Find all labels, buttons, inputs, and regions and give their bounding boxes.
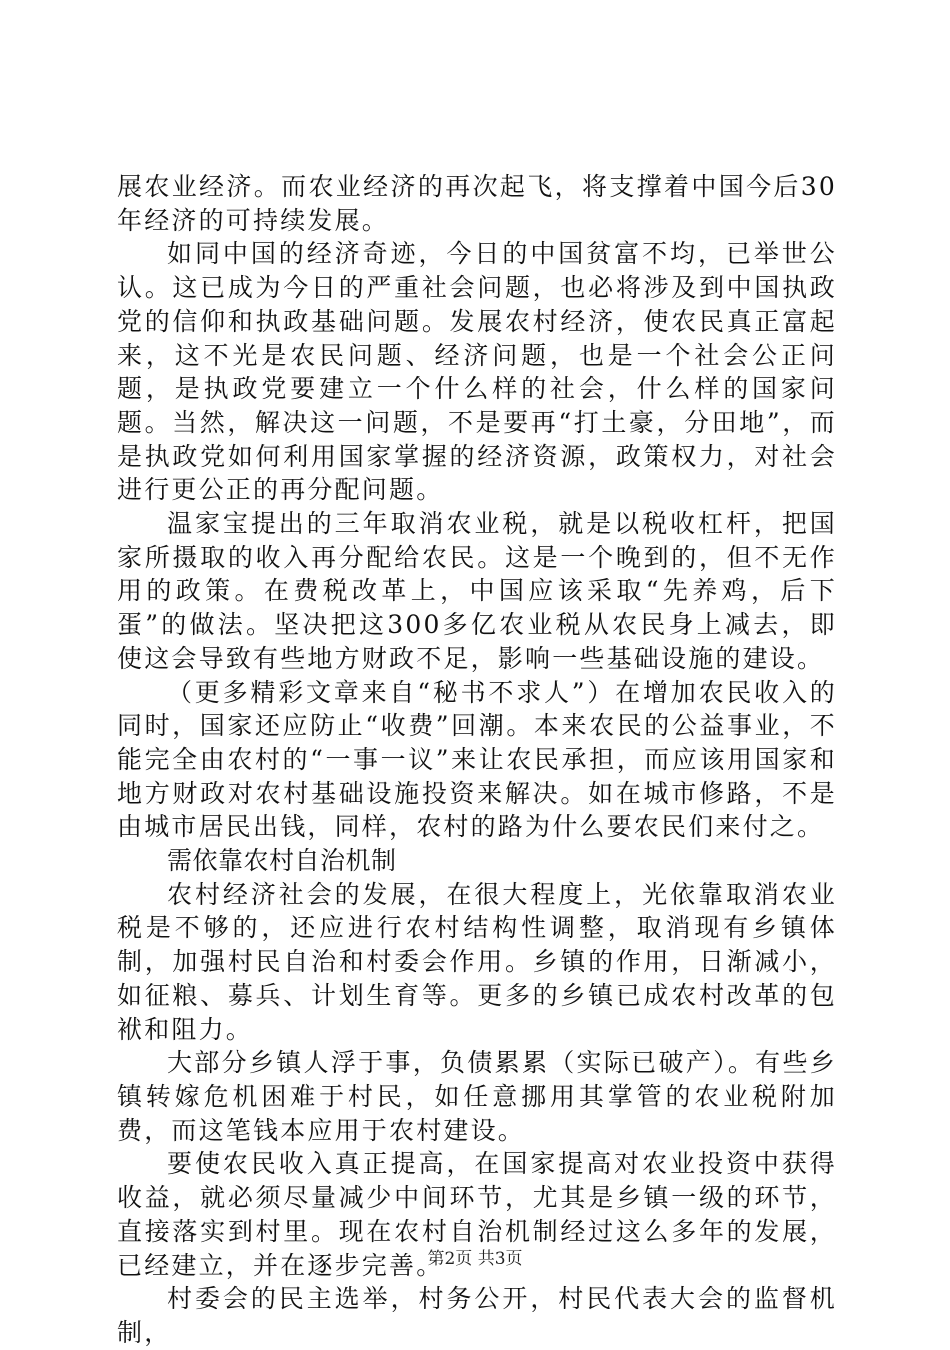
paragraph: 村委会的民主选举，村务公开，村民代表大会的监督机制， (117, 1284, 837, 1347)
paragraph: 农村经济社会的发展，在很大程度上，光依靠取消农业税是不够的，还应进行农村结构性调整，取消现有乡镇体制，加强村民自治和村委会作用。乡镇的作用，日渐减小，如征粮、募兵、计划生育等。更多的乡镇已成农村改革的包袱和阻力。 (117, 879, 837, 1044)
paragraph: 要使农民收入真正提高，在国家提高对农业投资中获得收益，就必须尽量减少中间环节，尤其是乡镇一级的环节，直接落实到村里。现在农村自治机制经过这么多年的发展，已经建立，并在逐步完善。 (117, 1149, 837, 1280)
section-heading: 需依靠农村自治机制 (167, 846, 397, 876)
paragraph: （更多精彩文章来自“秘书不求人”）在增加农民收入的同时，国家还应防止“收费”回潮。本来农民的公益事业，不能完全由农村的“一事一议”来让农民承担，而应该用国家和地方财政对农村基础设施投资来解决。如在城市修路，不是由城市居民出钱，同样，农村的路为什么要农民们来付之。 (117, 677, 837, 842)
page-number-footer: 第2页 共3页 (427, 1249, 523, 1269)
paragraph: 如同中国的经济奇迹，今日的中国贫富不均，已举世公认。这已成为今日的严重社会问题，也必将涉及到中国执政党的信仰和执政基础问题。发展农村经济，使农民真正富起来，这不光是农民问题、经济问题，也是一个社会公正问题，是执政党要建立一个什么样的社会，什么样的国家问题。当然，解决这一问题，不是要再“打土豪，分田地”，而是执政党如何利用国家掌握的经济资源，政策权力，对社会进行更公正的再分配问题。 (117, 239, 837, 505)
paragraph-continuation: 展农业经济。而农业经济的再次起飞，将支撑着中国今后30年经济的可持续发展。 (117, 172, 837, 235)
paragraph: 温家宝提出的三年取消农业税，就是以税收杠杆，把国家所摄取的收入再分配给农民。这是一个晚到的，但不无作用的政策。在费税改革上，中国应该采取“先养鸡，后下蛋”的做法。坚决把这300多亿农业税从农民身上减去，即使这会导致有些地方财政不足，影响一些基础设施的建设。 (117, 509, 837, 673)
document-body (117, 170, 837, 1350)
paragraph: 大部分乡镇人浮于事，负债累累（实际已破产）。有些乡镇转嫁危机困难于村民，如任意挪用其掌管的农业税附加费，而这笔钱本应用于农村建设。 (117, 1048, 837, 1145)
